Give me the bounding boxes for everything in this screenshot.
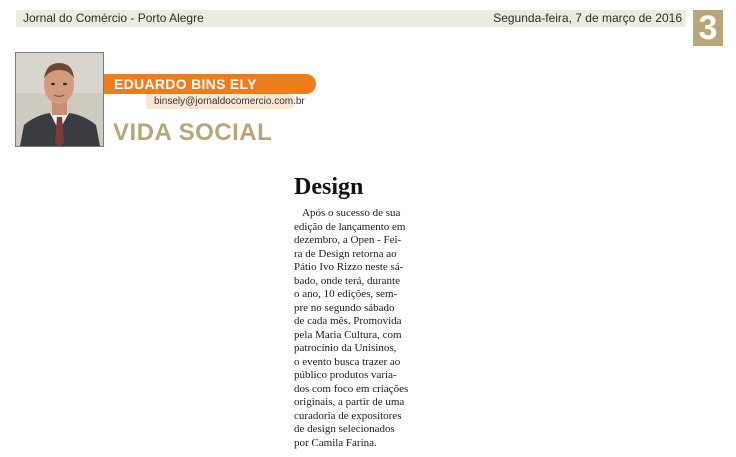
article-body <box>294 207 424 450</box>
article-line: ra de Design retorna ao <box>294 247 397 260</box>
article-line: bado, onde terá, durante <box>294 274 400 287</box>
article-line: de cada mês. Promovida <box>294 315 402 327</box>
article-line: edição de lançamento em <box>294 220 406 233</box>
article-line: dos com foco em criações <box>294 382 409 395</box>
article-line: o evento busca trazer ao <box>294 355 401 368</box>
column-title: VIDA SOCIAL <box>113 119 273 146</box>
article-line: pre no segundo sábado <box>294 301 395 314</box>
article-headline: Design <box>294 174 364 200</box>
columnist-name: EDUARDO BINS ELY <box>114 76 257 92</box>
article-line: público produtos varia- <box>294 369 397 381</box>
publication-date: Segunda-feira, 7 de março de 2016 <box>493 11 682 25</box>
publication-name: Jornal do Comércio - Porto Alegre <box>23 11 204 25</box>
page-number: 3 <box>693 10 723 46</box>
article-line: o ano, 10 edições, sem- <box>294 288 398 300</box>
article-line: dezembro, a Open - Fei- <box>294 234 402 246</box>
article-line: de design selecionados <box>294 423 395 435</box>
article-line: patrocínio da Unisinos, <box>294 342 397 354</box>
article-line: curadoria de expositores <box>294 409 402 422</box>
article-line: pela Maria Cultura, com <box>294 328 402 341</box>
portrait-image <box>16 53 103 146</box>
article-line: Após o sucesso de sua <box>302 207 401 219</box>
article-line: originais, a partir de uma <box>294 396 405 408</box>
columnist-photo <box>15 52 104 147</box>
columnist-email: binsely@jornaldocomercio.com.br <box>154 96 305 107</box>
article-line: Pátio Ivo Rizzo neste sá- <box>294 261 404 273</box>
article-line: por Camila Farina. <box>294 436 377 449</box>
